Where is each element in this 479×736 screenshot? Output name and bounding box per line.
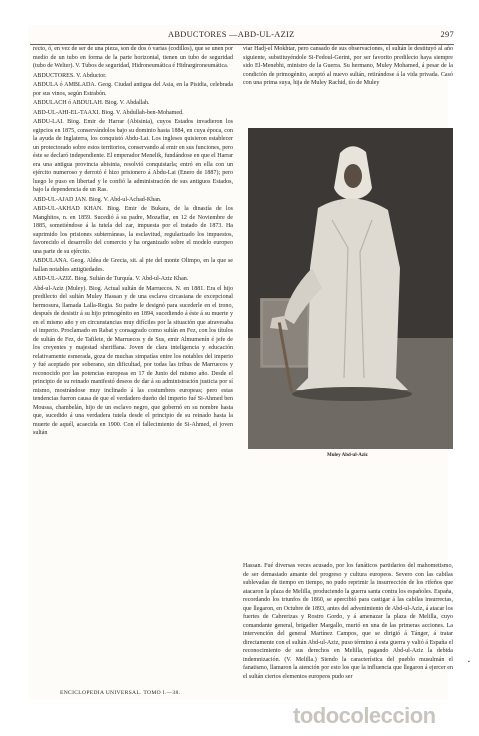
margin-mark: ▪ (468, 660, 470, 665)
right-top-column (243, 45, 453, 88)
portrait-photo (248, 128, 453, 449)
entry-abd-ul-aziz: ABD-UL-AZIZ. Biog. Sultán de Turquía. V. Abd-ul-Aziz Khan. (33, 276, 189, 282)
running-header (28, 30, 454, 42)
entry-abdu-lai: ABDU-LAI. Biog. Emir de Harrar (Abisinia), cuyos Estados invadieron los egipcios en 1875, conservándolos bajo su dominio hasta 1884, en cuya época, con la ayuda de Inglaterra, los conquistó Abdu-Lai. Los ingleses quisieron establecer un protectorado sobre estos territorios, conservando al emir en sus funciones, pero éste se declaró independiente. El emperador Menelik, fundándose en que el Harrar era una antigua provincia abisinia, resolvió conquistarla; entró en ella con un ejército numeroso y derrotó é hizo prisionero á Abdu-Lai (Enero de 1887); pero luego le puso en libertad y le confió la administración de sus antiguos Estados, bajo la dependencia de un Ras. (33, 119, 233, 193)
footer-line: ENCICLOPEDIA UNIVERSAL. TOMO I.—38. (60, 690, 181, 696)
right-bottom-column (243, 562, 453, 681)
portrait-image (248, 128, 453, 449)
entry-abd-ul-ajad: ABD-UL-AJAD JAN. Biog. V. Abd-ul-Achad-Khan. (33, 196, 162, 203)
watermark-logo: todocoleccion (293, 703, 436, 728)
entry-abd-ul-aziz-muley: Abd-ul-Aziz (Muley). Biog. Actual sultán de Marruecos. N. en 1881. Era el hijo predilecto del sultán Muley Hassan y de una esclava circasiana de excepcional hermosura, llamada Lalla-Regia. Su padre le designó para sucederle en el trono, después de desistir á su hijo primogénito en 1894, sucediendo á éste á su muerte y en el mismo año y en circunstancias muy difíciles por la situación que atravesaba el imperio. Proclamado en Rabat y consagrado como sultán en Fez, con los títulos de sultán de Fez, de Tafilete, de Marruecos y de Sus, emir Almumenín é jefe de los creyentes y majestad sheriffana. Joven de clara inteligencia y educación relativamente esmerada, goza de muchas simpatías entre los notables del imperio y fué aceptado por soberano, sin dificultad, por todas las tribus de Marruecos y reconocido por las potencias europeas en 17 de Junio del mismo año. Desde el principio de su reinado manifestó deseos de dar á su administración justicia por sí mismo, mostrándose muy inclinado á las costumbres europeas; pero estas tendencias fueron causa de que el verdadero dueño del imperio fué Si-Ahmed ben Moussa, chambelán, hijo de un esclavo negro, que gobernó en su nombre hasta que, sucedido á una verdadera tutela desde el principio de su reinado hasta la muerte de aquél, acaecida en 1900. Con el fallecimiento de Si-Ahmed, el joven sultán (33, 285, 233, 436)
photo-caption: Muley Abd-ul-Aziz (327, 453, 368, 458)
header-title: ABDUCTORES —ABD-UL-AZIZ (168, 30, 295, 39)
entry-abductores: ABDUCTORES. V. Abductor. (33, 72, 107, 79)
entry-abdulach: ABDULACH ó ABDULAH. Biog. V. Abdallah. (33, 100, 150, 106)
entry-paragraph: recto, ó, en vez de ser de una pieza, son de dos ó varias (codillos), que se unen por medio de un tubo en forma de la parte horizontal, tienen un tubo de seguridad (tubo de Welter). V. Tubos de seguridad, Hidroneumática é Hidrargironeumática. (33, 46, 233, 69)
page-number: 297 (440, 30, 454, 39)
left-column (33, 45, 233, 438)
entry-paragraph: viar Hadj-el Mokhtar, pero cansado de sus observaciones, el sultán le destituyó al año siguiente, substituyéndole Si-Fedoul-Gerint, por ser favorito predilecto haya siempre sido El-Menebhi, ministro de la Guerra. Su hermano, Muley Mohamed, á pesar de la condición de primogénito, aceptó al nuevo sultán, retirándose á la vida privada. Casó con una prima suya, hija de Muley Rachid, tío de Muley (243, 46, 453, 86)
entry-abd-ul-ahi: ABD-UL-AHI-EL-TAAXI. Biog. V. Abdullah-ben-Mohamed. (33, 109, 184, 116)
entry-abdula: ABDULA ó AMBLADA. Geog. Ciudad antigua del Asia, en la Pisidia, celebrada por sus vinos, según Estrabón. (33, 82, 233, 97)
entry-abdulana: ABDULANA. Geog. Aldea de Grecia, sit. al pie del monte Olimpo, en la que se hallan notables antigüedades. (33, 258, 233, 273)
entry-paragraph: Hassan. Fué diversas veces acusado, por los fanáticos partidarios del mahometismo, de ser demasiado amante del progreso y cultura europeos. Severo con las cabilas sublevadas de tiempo en tiempo, no pudo reprimir la insurrección de los rifeños que atacaron la plaza de Melilla, produciendo la guerra santa contra los españoles. España, recordando los triunfos de 1860, se apercibió para castigar á las cabilas insurrectas, que llegaron, en Octubre de 1893, antes del advenimiento de Abd-ul-Aziz, á atacar los fuertes de Cabrerizas y Rostro Gordo, y á amenazar la plaza de Melilla, cuyo comandante general, brigadier Margallo, murió en una de las primeras acciones. La intervención del general Martínez Campos, que se dirigió á Tánger, á tratar directamente con el sultán Abd-ul-Aziz, puso término á esta guerra y valió á España el reconocimiento de sus derechos en Melilla, pagando Abd-ul-Aziz la debida indemnización. (V. Melilla.) Siendo la característica del pueblo musulmán el fanatismo, llamaron la atención por esto los que la influencia que llegaron á ejercer en el sultán ciertos elementos europeos pudo ser (243, 563, 453, 680)
entry-abd-ul-akhad: ABD-UL-AKHAD KHAN. Biog. Emir de Bukara, de la dinastía de los Manghitos, n. en 1859. Sucedió á su padre, Mozaffar, en 12 de Noviembre de 1885, sometiéndose á la tutela del zar, impuesta por el tratado de 1873. Ha suprimido los prisiones subterráneas, la esclavitud, regularizado los impuestos, favorecido el desarrollo del comercio y ha organizado sobre el modelo europeo una parte de su ejército. (33, 206, 233, 255)
